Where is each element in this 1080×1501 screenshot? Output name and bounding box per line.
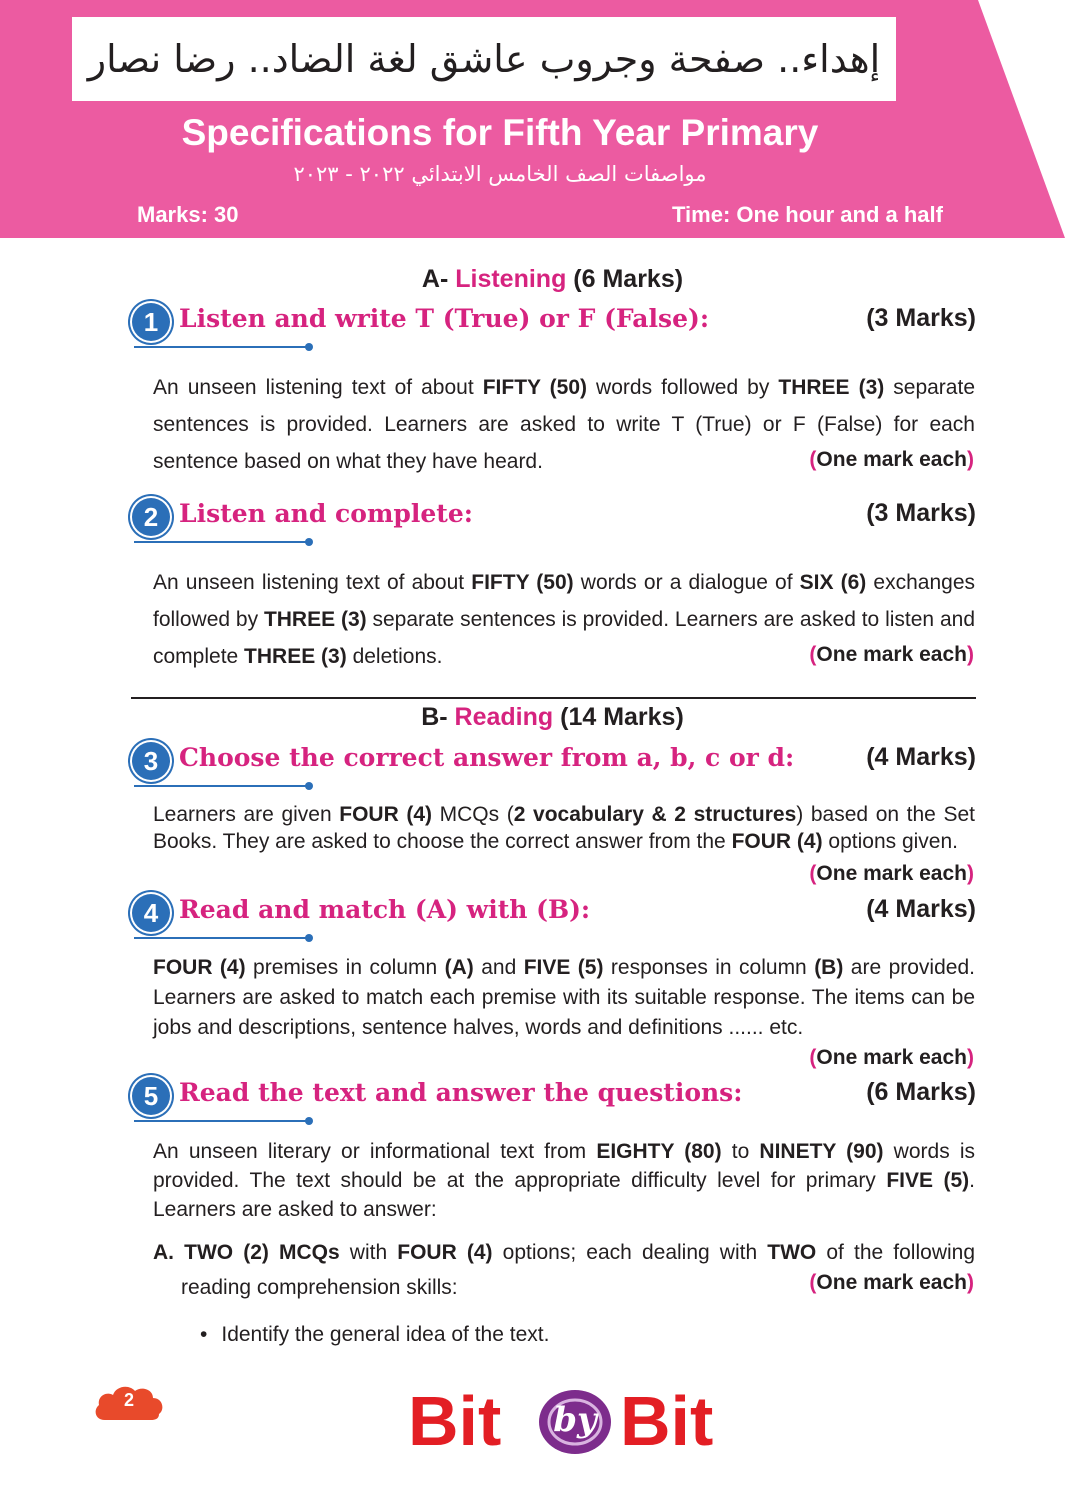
- question-marks: (3 Marks): [866, 499, 976, 527]
- logo-text-by: by: [553, 1400, 597, 1440]
- question-marks: (4 Marks): [866, 895, 976, 923]
- question-number-badge: 4: [132, 894, 170, 932]
- dedication-text: إهداء.. صفحة وجروب عاشق لغة الضاد.. رضا نصار: [72, 17, 896, 101]
- exam-time: Time: One hour and a half: [672, 202, 943, 227]
- question-4-header: [130, 891, 976, 943]
- section-a-heading: A- Listening (6 Marks): [421, 265, 684, 293]
- underline-decoration: [134, 541, 310, 543]
- underline-dot: [305, 782, 313, 790]
- underline-dot: [305, 1117, 313, 1125]
- question-4-description: FOUR (4) premises in column (A) and FIVE (5) responses in column (B) are provided. Learners are asked to match each premise with its suitable response. The items can be jobs and descriptions, sentence halves, words and definitions ...... etc.: [153, 956, 975, 1039]
- section-divider: [131, 697, 976, 699]
- logo-text-right: Bit: [620, 1382, 714, 1460]
- one-mark-each-label: (One mark each): [809, 1271, 974, 1294]
- question-2-header: [130, 495, 976, 547]
- question-title: Listen and complete:: [179, 499, 473, 528]
- question-number-badge: 1: [132, 303, 170, 341]
- one-mark-each-label: (One mark each): [809, 862, 974, 885]
- question-5-header: [130, 1074, 976, 1126]
- one-mark-each-label: (One mark each): [809, 1046, 974, 1069]
- page-title: Specifications for Fifth Year Primary: [181, 112, 819, 153]
- question-1-description: An unseen listening text of about FIFTY (50) words followed by THREE (3) separate sentences is provided. Learners are asked to write T (True) or F (False) for each sentence based on what they have heard.: [153, 376, 975, 473]
- question-marks: (4 Marks): [866, 743, 976, 771]
- bullet-item: • Identify the general idea of the text.: [200, 1323, 550, 1346]
- question-5-description: An unseen literary or informational text from EIGHTY (80) to NINETY (90) words is provided. The text should be at the appropriate difficulty level for primary FIVE (5). Learners are asked to answer:: [153, 1140, 975, 1221]
- question-marks: (6 Marks): [866, 1078, 976, 1106]
- underline-dot: [305, 934, 313, 942]
- section-b-heading: B- Reading (14 Marks): [421, 703, 684, 731]
- underline-decoration: [134, 785, 310, 787]
- question-number-badge: 2: [132, 498, 170, 536]
- question-number-badge: 3: [132, 742, 170, 780]
- underline-dot: [305, 343, 313, 351]
- bit-by-bit-logo: [408, 1378, 738, 1468]
- page-number: 2: [123, 1390, 134, 1410]
- question-1-header: [130, 300, 976, 352]
- one-mark-each-label: (One mark each): [809, 643, 974, 666]
- bullet-icon: •: [200, 1323, 208, 1346]
- question-title: Listen and write T (True) or F (False):: [179, 304, 710, 333]
- header-banner: [0, 0, 1080, 238]
- logo-text-left: Bit: [408, 1382, 502, 1460]
- question-marks: (3 Marks): [866, 304, 976, 332]
- page-subtitle-arabic: مواصفات الصف الخامس الابتدائي ٢٠٢٢ - ٢٠٢٣: [293, 162, 707, 186]
- question-3-header: [130, 739, 976, 791]
- underline-dot: [305, 538, 313, 546]
- one-mark-each-label: (One mark each): [809, 448, 974, 471]
- underline-decoration: [134, 1120, 310, 1122]
- question-title: Read and match (A) with (B):: [179, 895, 591, 924]
- question-3-description: Learners are given FOUR (4) MCQs (2 vocabulary & 2 structures) based on the Set Books. They are asked to choose the correct answer from the FOUR (4) options given.: [153, 803, 975, 853]
- question-5-part-a: A. TWO (2) MCQs with FOUR (4) options; each dealing with TWO of the following reading comprehension skills:: [153, 1241, 976, 1299]
- question-number-badge: 5: [132, 1077, 170, 1115]
- question-2-description: An unseen listening text of about FIFTY (50) words or a dialogue of SIX (6) exchanges followed by THREE (3) separate sentences is provided. Learners are asked to listen and complete THREE (3) deletions.: [153, 571, 976, 668]
- question-title: Read the text and answer the questions:: [179, 1078, 743, 1107]
- total-marks: Marks: 30: [137, 202, 239, 227]
- underline-decoration: [134, 346, 310, 348]
- underline-decoration: [134, 937, 310, 939]
- question-title: Choose the correct answer from a, b, c or d:: [179, 743, 795, 772]
